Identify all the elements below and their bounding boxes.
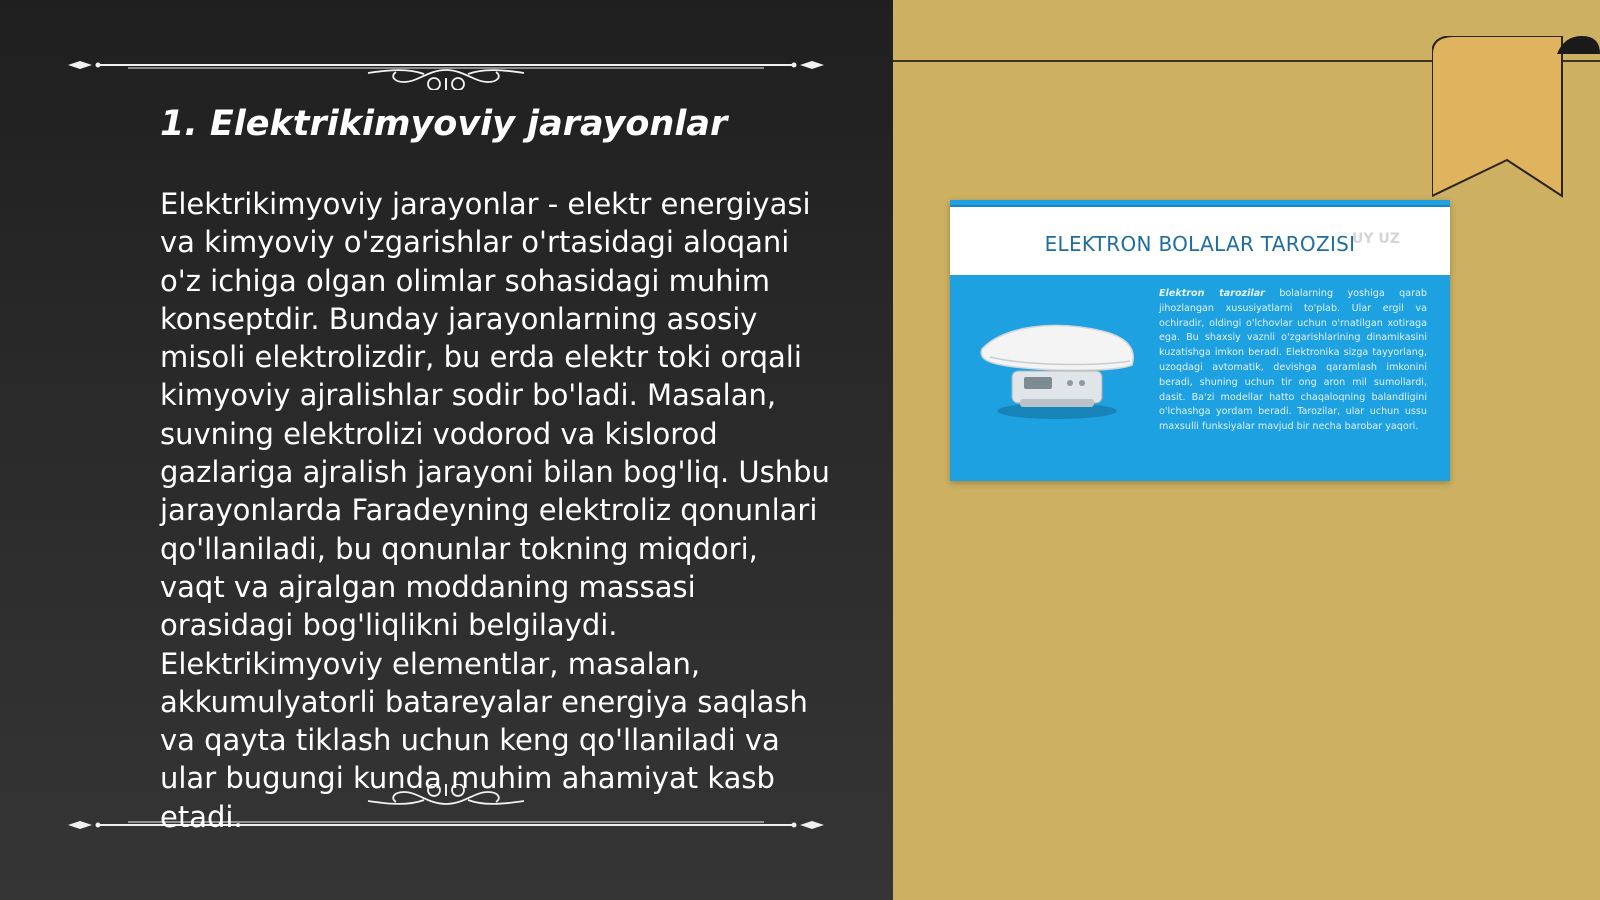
card-caption-lead: Elektron tarozilar	[1159, 288, 1265, 299]
card-watermark: UY UZ	[1352, 231, 1400, 247]
card-caption-text	[1159, 287, 1427, 435]
slide-title: 1. Elektrikimyoviy jarayonlar	[160, 104, 728, 144]
card-body	[950, 273, 1450, 481]
bookmark-ribbon-icon	[1432, 36, 1600, 206]
card-title: ELEKTRON BOLALAR TAROZISI	[1044, 232, 1356, 256]
card-header	[950, 205, 1450, 275]
ornament-top-divider-icon	[68, 40, 824, 90]
card-caption-rest: bolalarning yoshiga qarab jihozlangan xususiyatlarni to'plab. Ular ergil va ochiradir, oldingi o'lchovlar uchun o'rnatilgan xotiraga ega. Bu shaxsiy vaznli o'zgarishlarining dinamikasini kuzatishga imkon beradi. Elektronika sizga tayyorlang, uzoqdagi avtomatik, devishga qaramlash imkonini beradi, shuning uchun tir ong aron mil sumollardi, dasit. Ba'zi modellar hatto chaqaloqning balandligini o'lchashga yordam beradi. Tarozilar, ular uchun ussu maxsulli funksiyalar mavjud bir necha barobar yaqori.	[1159, 288, 1427, 433]
product-image-card	[950, 200, 1450, 481]
slide-body-text: Elektrikimyoviy jarayonlar - elektr energiyasi va kimyoviy o'zgarishlar o'rtasidagi aloqani o'z ichiga olgan olimlar sohasidagi muhim konseptdir. Bunday jarayonlarning asosiy misoli elektrolizdir, bu erda elektr toki orqali kimyoviy ajralishlar sodir bo'ladi. Masalan, suvning elektrolizi vodorod va kislorod gazlariga ajralish jarayoni bilan bog'liq. Ushbu jarayonlarda Faradeyning elektroliz qonunlari qo'llaniladi, bu qonunlar tokning miqdori, vaqt va ajralgan moddaning massasi orasidagi bog'liqlikni belgilaydi. Elektrikimyoviy elementlar, masalan, akkumulyatorli batareyalar energiya saqlash va qayta tiklash uchun keng qo'llaniladi va ular bugungi kunda muhim ahamiyat kasb etadi.	[160, 187, 830, 834]
baby-scale-image	[972, 313, 1142, 423]
